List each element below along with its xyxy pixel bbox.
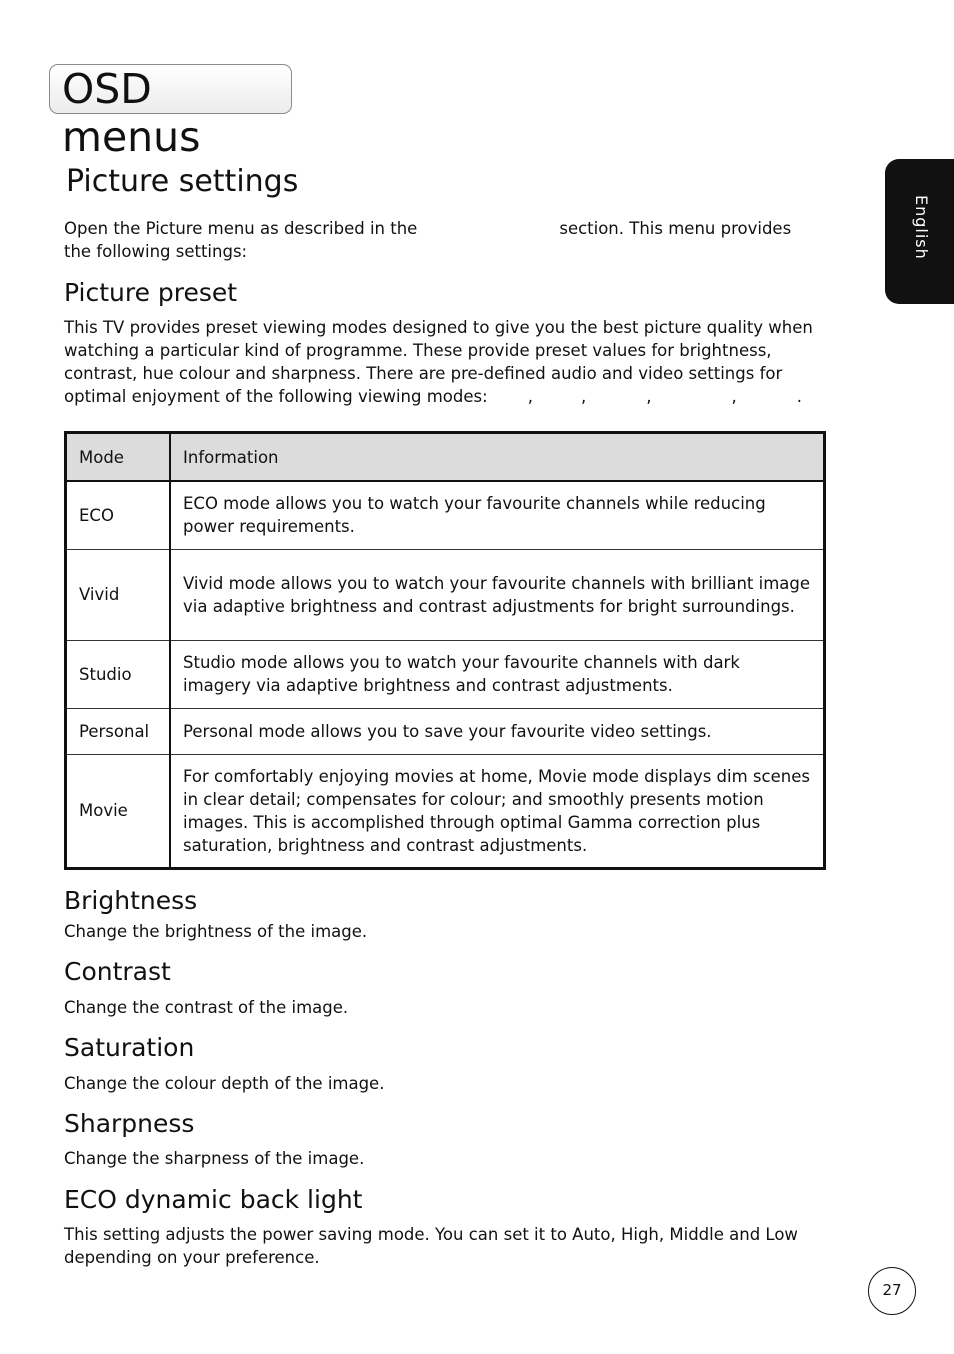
contrast-heading: Contrast — [64, 957, 171, 986]
mode-cell: ECO — [66, 481, 171, 549]
chapter-title: OSD menus — [62, 65, 201, 161]
picture-preset-body: This TV provides preset viewing modes designed to give you the best picture quality when watching a particular kind of programme. These provide preset values for brightness, contrast, hue colour and sharpness. There are pre-defined audio and video settings for optimal enjoyment of the following viewing modes: — [64, 318, 813, 406]
mode-separator: , — [646, 387, 652, 406]
mode-separator: , — [527, 387, 533, 406]
brightness-body: Change the brightness of the image. — [64, 922, 368, 941]
intro-text-line2: the following settings: — [64, 242, 248, 261]
contrast-body: Change the contrast of the image. — [64, 998, 349, 1017]
saturation-heading: Saturation — [64, 1033, 195, 1062]
header-information: Information — [170, 433, 825, 482]
sharpness-heading: Sharpness — [64, 1109, 195, 1138]
saturation-body: Change the colour depth of the image. — [64, 1074, 385, 1093]
picture-mode-table — [64, 431, 826, 870]
mode-cell: Personal — [66, 708, 171, 754]
info-cell: Studio mode allows you to watch your favourite channels with dark imagery via adaptive brightness and contrast adjustments. — [170, 640, 825, 708]
table-row — [66, 708, 825, 754]
sharpness-body: Change the sharpness of the image. — [64, 1149, 365, 1168]
mode-cell: Movie — [66, 754, 171, 868]
mode-cell: Studio — [66, 640, 171, 708]
header-mode: Mode — [66, 433, 171, 482]
page-number: 27 — [868, 1267, 916, 1315]
language-tab-label: English — [912, 195, 931, 260]
brightness-heading: Brightness — [64, 886, 198, 915]
chapter-title-box — [49, 64, 292, 161]
language-tab — [885, 159, 954, 304]
table-row — [66, 754, 825, 868]
mode-separator: , — [580, 387, 587, 406]
mode-separator: . — [796, 387, 802, 406]
info-cell: Vivid mode allows you to watch your favourite channels with brilliant image via adaptive brightness and contrast adjustments for bright surroundings. — [170, 549, 825, 640]
picture-preset-heading: Picture preset — [64, 278, 238, 307]
info-cell: Personal mode allows you to save your favourite video settings. — [170, 708, 825, 754]
section-title: Picture settings — [66, 164, 299, 199]
info-cell: ECO mode allows you to watch your favourite channels while reducing power requirements. — [170, 481, 825, 549]
table-row — [66, 549, 825, 640]
mode-separator: , — [731, 387, 737, 406]
eco-backlight-body: This setting adjusts the power saving mode. You can set it to Auto, High, Middle and Low depending on your preference. — [64, 1225, 798, 1267]
eco-backlight-heading: ECO dynamic back light — [64, 1185, 363, 1214]
info-cell: For comfortably enjoying movies at home, Movie mode displays dim scenes in clear detail; compensates for colour; and smoothly presents motion images. This is accomplished through optimal Gamma correction plus saturation, brightness and contrast adjustments. — [170, 754, 825, 868]
intro-text-start: Open the Picture menu as described in the — [64, 219, 418, 238]
table-header-row — [66, 433, 825, 482]
mode-cell: Vivid — [66, 549, 171, 640]
table-row — [66, 481, 825, 549]
table-row — [66, 640, 825, 708]
intro-paragraph — [64, 217, 834, 263]
intro-text-end: section. This menu provides — [559, 219, 792, 238]
picture-preset-paragraph — [64, 316, 839, 408]
